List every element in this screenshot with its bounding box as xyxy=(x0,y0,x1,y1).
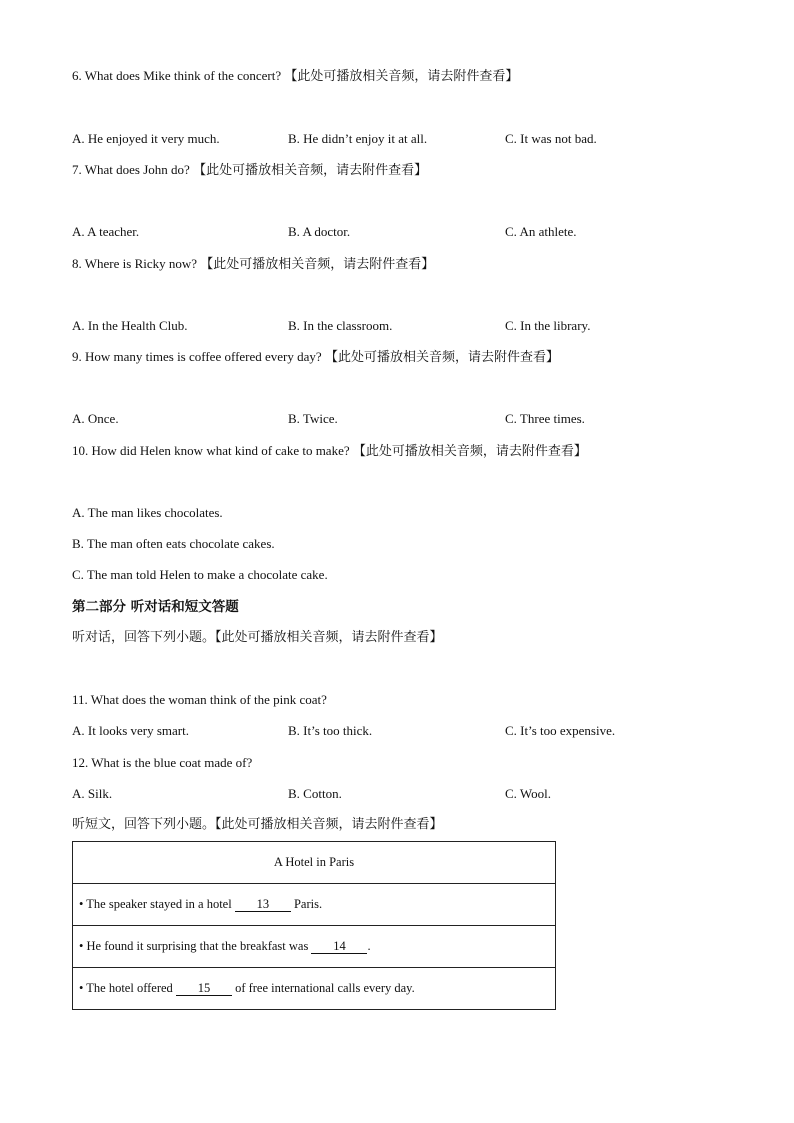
table-row xyxy=(73,968,556,1010)
option-a: A. Once. xyxy=(72,411,119,426)
question-12: 12. What is the blue coat made of? xyxy=(72,755,253,770)
row-text-before: • The hotel offered xyxy=(79,981,176,995)
option-b: B. Twice. xyxy=(288,411,338,426)
question-8 xyxy=(72,256,434,273)
audio-note[interactable]: 【此处可播放相关音频，请去附件查看】 xyxy=(284,69,519,84)
row-text-before: • The speaker stayed in a hotel xyxy=(79,897,235,911)
row-text-after: of free international calls every day. xyxy=(231,981,415,995)
option-c: C. It was not bad. xyxy=(505,131,597,146)
audio-note[interactable]: 【此处可播放相关音频，请去附件查看】 xyxy=(324,350,559,365)
question-prompt: 9. How many times is coffee offered every day? xyxy=(72,349,322,364)
option-b: B. Cotton. xyxy=(288,786,342,801)
table-cell xyxy=(73,968,556,1010)
passage-intro[interactable]: 听短文，回答下列小题。【此处可播放相关音频，请去附件查看】 xyxy=(72,817,443,832)
table-row xyxy=(73,842,556,884)
section-heading: 第二部分 听对话和短文答题 xyxy=(72,599,239,615)
table-cell xyxy=(73,884,556,926)
option-a: A. In the Health Club. xyxy=(72,318,188,333)
table-cell xyxy=(73,926,556,968)
option-c: C. Wool. xyxy=(505,786,552,801)
option-a: A. Silk. xyxy=(72,786,113,801)
row-text-after: . xyxy=(367,939,371,953)
audio-note[interactable]: 【此处可播放相关音频，请去附件查看】 xyxy=(352,444,587,459)
answer-blank-14[interactable]: 14 xyxy=(311,939,367,954)
question-9 xyxy=(72,349,559,366)
hotel-notes-table xyxy=(72,841,556,1010)
option-a: A. The man likes chocolates. xyxy=(72,505,223,520)
option-b: B. A doctor. xyxy=(288,224,351,239)
question-prompt: 10. How did Helen know what kind of cake to make? xyxy=(72,443,350,458)
question-11: 11. What does the woman think of the pink coat? xyxy=(72,692,327,707)
option-b: B. He didn’t enjoy it at all. xyxy=(288,131,428,146)
question-6 xyxy=(72,68,518,85)
option-b: B. In the classroom. xyxy=(288,318,393,333)
option-b: B. It’s too thick. xyxy=(288,723,373,738)
table-title: A Hotel in Paris xyxy=(73,842,556,884)
option-c: C. Three times. xyxy=(505,411,585,426)
question-prompt: 6. What does Mike think of the concert? xyxy=(72,68,282,83)
row-text-before: • He found it surprising that the breakfast was xyxy=(79,939,312,953)
option-c: C. In the library. xyxy=(505,318,591,333)
option-c: C. An athlete. xyxy=(505,224,577,239)
option-c: C. It’s too expensive. xyxy=(505,723,616,738)
option-c: C. The man told Helen to make a chocolate cake. xyxy=(72,567,328,582)
audio-note[interactable]: 【此处可播放相关音频，请去附件查看】 xyxy=(200,257,435,272)
dialogue-intro[interactable]: 听对话，回答下列小题。【此处可播放相关音频，请去附件查看】 xyxy=(72,630,443,645)
row-text-after: Paris. xyxy=(290,897,323,911)
option-a: A. A teacher. xyxy=(72,224,140,239)
table-row xyxy=(73,884,556,926)
option-a: A. He enjoyed it very much. xyxy=(72,131,220,146)
question-10 xyxy=(72,443,587,460)
question-prompt: 8. Where is Ricky now? xyxy=(72,256,198,271)
question-7 xyxy=(72,162,427,179)
answer-blank-13[interactable]: 13 xyxy=(235,897,291,912)
answer-blank-15[interactable]: 15 xyxy=(176,981,232,996)
audio-note[interactable]: 【此处可播放相关音频，请去附件查看】 xyxy=(193,163,428,178)
option-a: A. It looks very smart. xyxy=(72,723,189,738)
table-row xyxy=(73,926,556,968)
question-prompt: 7. What does John do? xyxy=(72,162,190,177)
option-b: B. The man often eats chocolate cakes. xyxy=(72,536,275,551)
